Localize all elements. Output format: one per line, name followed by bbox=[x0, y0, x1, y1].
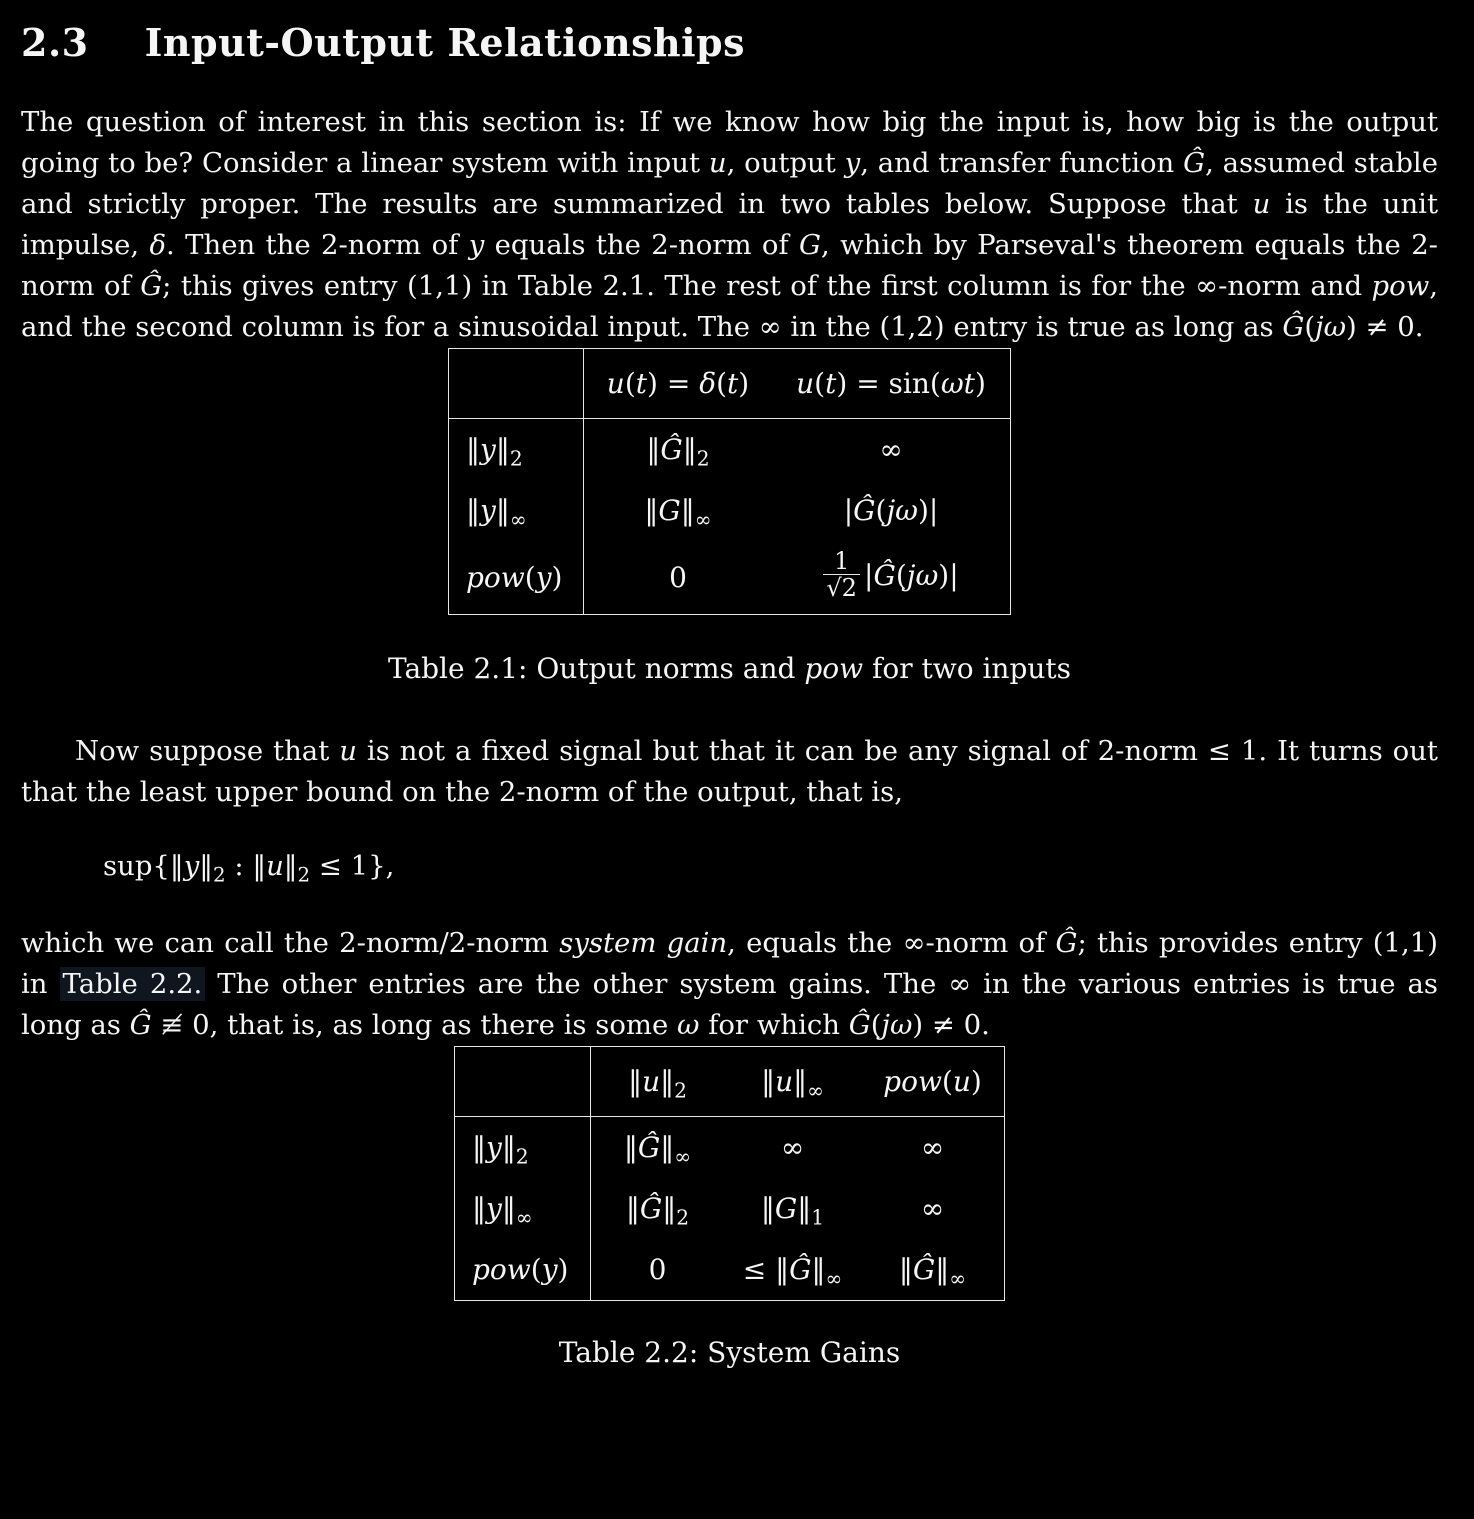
t2-corner-cell bbox=[455, 1047, 591, 1117]
t2-colheader-u-2norm: $‖u‖_2$ bbox=[591, 1047, 725, 1117]
table-2-2 bbox=[454, 1046, 1005, 1301]
t1-cell-y2-impulse: $‖Ĝ‖_2$ bbox=[646, 433, 710, 471]
t2-colheader-pow-u: pow(u) bbox=[861, 1047, 1005, 1117]
t2-rowlabel-pow-y: pow(y) bbox=[455, 1239, 591, 1301]
table-2-1-caption: Table 2.1: Output norms and pow for two inputs bbox=[387, 652, 1072, 685]
t2-colheader-u-infnorm: $‖u‖_\infty$ bbox=[724, 1047, 861, 1117]
table-2-1-figure bbox=[21, 348, 1438, 689]
t1-header-row bbox=[449, 349, 1011, 419]
t2-rowlabel-y-2norm: $‖y‖_2$ bbox=[455, 1117, 591, 1179]
t2-cell-yinf-u2: $‖Ĝ‖_2$ bbox=[625, 1192, 690, 1230]
t1-cell-yinf-sinusoid: |Ĝ(jω)| bbox=[843, 494, 939, 527]
t2-cell-yinf-powu: ∞ bbox=[920, 1192, 945, 1225]
t2-rowlabel-y-infnorm: $‖y‖_\infty$ bbox=[455, 1178, 591, 1239]
t1-cell-pow-impulse: 0 bbox=[669, 561, 687, 594]
t2-cell-y2-uinf: ∞ bbox=[780, 1131, 805, 1164]
t2-cell-pow-uinf: ≤ $‖Ĝ‖_\infty$ bbox=[742, 1253, 843, 1291]
t2-header-row bbox=[455, 1047, 1005, 1117]
table-2-2-figure bbox=[21, 1046, 1438, 1373]
t2-cell-y2-powu: ∞ bbox=[920, 1131, 945, 1164]
t2-cell-yinf-uinf: $‖G‖_1$ bbox=[760, 1192, 825, 1230]
table-2-1 bbox=[448, 348, 1011, 615]
t2-row-y-2norm bbox=[455, 1117, 1005, 1179]
t2-cell-pow-powu: $‖Ĝ‖_\infty$ bbox=[898, 1253, 967, 1291]
t2-row-pow-y bbox=[455, 1239, 1005, 1301]
t1-colheader-sinusoid-input: u(t) = sin(ωt) bbox=[772, 349, 1011, 419]
paragraph-now-suppose: Now suppose that u is not a fixed signal but that it can be any signal of 2-norm ≤ 1. It turns out that the least upper bound on the 2-norm of the output, that is, bbox=[21, 735, 1438, 808]
t1-rowlabel-pow-y: pow(y) bbox=[449, 541, 584, 615]
paragraph-intro: The question of interest in this section is: If we know how big the input is, how big is the output going to be? Consider a linear system with input u, output y, and transfer function Ĝ, assumed stable and strictly proper. The results are summarized in two tables below. Suppose that u is the unit impulse, δ. Then the 2-norm of y equals the 2-norm of G, which by Parseval's theorem equals the 2-norm of Ĝ; this gives entry (1,1) in Table 2.1. The rest of the first column is for the ∞-norm and pow, and the second column is for a sinusoidal input. The ∞ in the (1,2) entry is true as long as Ĝ(jω) ≠ 0. bbox=[21, 106, 1438, 343]
t1-row-pow-y bbox=[449, 541, 1011, 615]
t1-cell-y2-sinusoid: ∞ bbox=[879, 433, 903, 466]
t1-cell-pow-sinusoid: $\frac{1}{√2}$ |Ĝ(jω)| bbox=[772, 541, 1011, 615]
equation-sup-norm: $sup\{‖y‖_2$ : $‖u‖_2 \le 1$}, bbox=[103, 850, 395, 887]
t1-row-y-2norm bbox=[449, 419, 1011, 481]
section-number: 2.3 bbox=[21, 20, 89, 65]
t1-corner-cell bbox=[449, 349, 584, 419]
t1-cell-yinf-impulse: $‖G‖_\infty$ bbox=[644, 494, 712, 532]
paragraph-system-gain: which we can call the 2-norm/2-norm system gain, equals the ∞-norm of Ĝ; this provides entry (1,1) in Table 2.2. The other entries are the other system gains. The ∞ in the various entries is true as long as Ĝ ≢ 0, that is, as long as there is some ω for which Ĝ(jω) ≠ 0. bbox=[21, 927, 1438, 1041]
section-title: Input-Output Relationships bbox=[144, 20, 746, 65]
table-2-2-link[interactable]: Table 2.2. bbox=[60, 967, 206, 1001]
table-2-2-caption: Table 2.2: System Gains bbox=[558, 1336, 901, 1369]
t1-rowlabel-y-infnorm: $‖y‖_\infty$ bbox=[449, 480, 584, 541]
section-heading bbox=[21, 20, 1438, 66]
t1-colheader-impulse-input: u(t) = δ(t) bbox=[584, 349, 773, 419]
t1-row-y-infnorm bbox=[449, 480, 1011, 541]
t1-rowlabel-y-2norm: $‖y‖_2$ bbox=[449, 419, 584, 481]
t2-row-y-infnorm bbox=[455, 1178, 1005, 1239]
t2-cell-y2-u2: $‖Ĝ‖_\infty$ bbox=[623, 1131, 692, 1169]
t2-cell-pow-u2: 0 bbox=[648, 1253, 667, 1286]
fraction: $\frac{1}{√2}$ bbox=[823, 548, 860, 601]
